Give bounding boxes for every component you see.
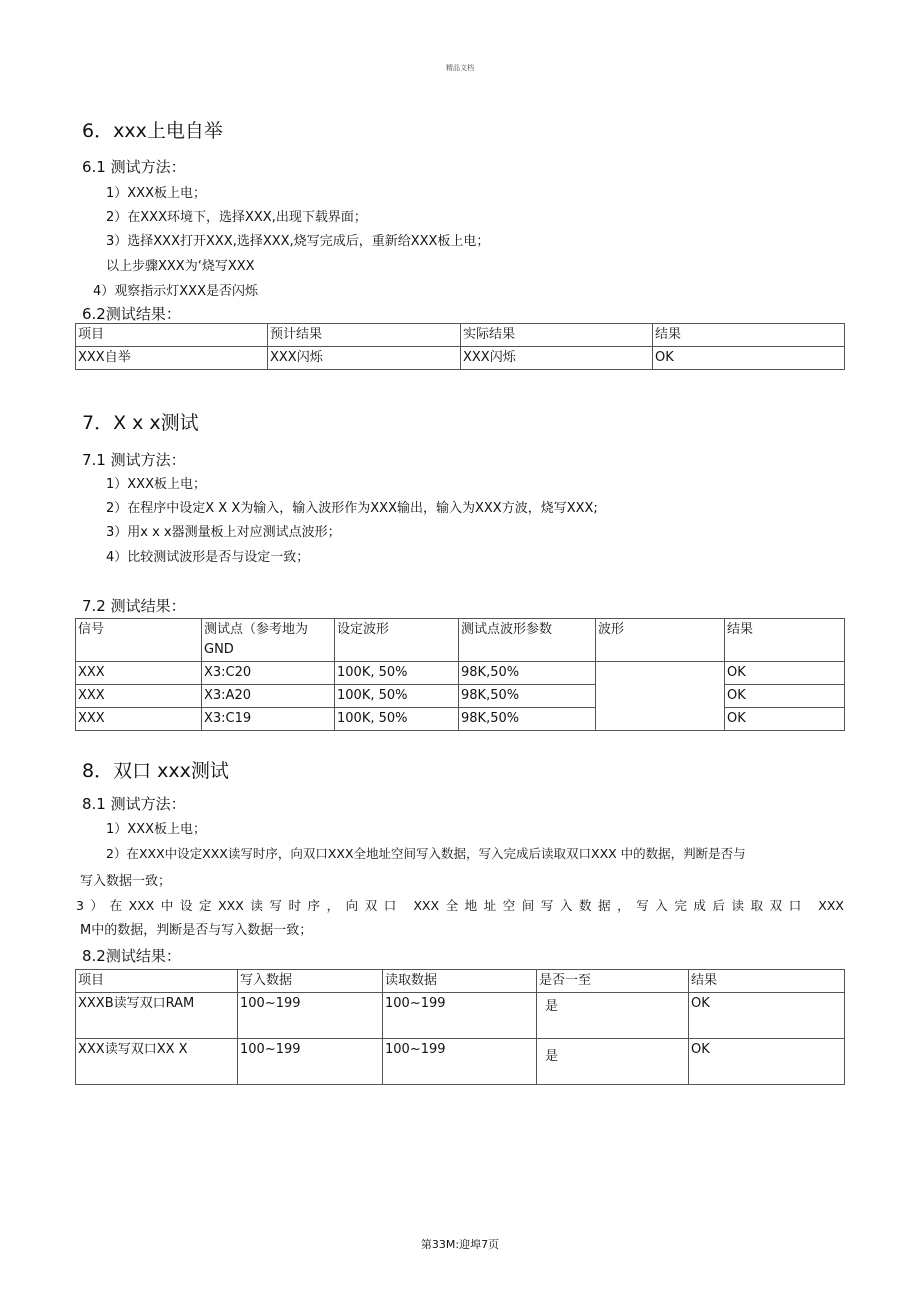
section-7-step: 4）比较测试波形是否与设定一致； — [106, 550, 310, 565]
table-header-cell: 写入数据 — [238, 970, 383, 993]
table-row — [76, 1039, 845, 1085]
table-row — [76, 708, 845, 731]
section-7-1-title: 7.1 测试方法： — [82, 451, 186, 469]
section-6-result-table — [75, 323, 845, 370]
table-cell: 100K, 50% — [335, 662, 459, 685]
section-7-step: 2）在程序中设定X X X为输入，输入波形作为XXX输出，输入为XXX方波，烧写XXX; — [106, 501, 598, 516]
table-cell: 98K,50% — [459, 685, 596, 708]
table-cell: XXXB读写双口RAM — [76, 993, 238, 1039]
section-7-title: 7．X x x测试 — [82, 412, 199, 434]
table-header-cell: 结果 — [725, 619, 845, 662]
table-cell: OK — [689, 993, 845, 1039]
table-cell: XXX — [76, 662, 202, 685]
section-8-step-cont: M中的数据，判断是否与写入数据一致； — [80, 923, 313, 938]
table-cell: 98K,50% — [459, 662, 596, 685]
section-7-2-title: 7.2 测试结果： — [82, 597, 186, 615]
table-header-cell: 波形 — [596, 619, 725, 662]
table-cell: 是 — [537, 993, 689, 1039]
table-cell: 是 — [537, 1039, 689, 1085]
page-footer: 第33M:迎埠7页 — [420, 1238, 500, 1251]
table-cell: XXX读写双口XX X — [76, 1039, 238, 1085]
section-8-1-title: 8.1 测试方法： — [82, 795, 186, 813]
table-header-cell: 结果 — [653, 324, 845, 347]
table-header-cell: 设定波形 — [335, 619, 459, 662]
section-8-result-table — [75, 969, 845, 1085]
section-8-step: 1）XXX板上电； — [106, 822, 206, 837]
table-cell: 98K,50% — [459, 708, 596, 731]
table-cell: XXX — [76, 708, 202, 731]
table-cell: 100K, 50% — [335, 685, 459, 708]
table-header-cell: 测试点（参考地为GND — [202, 619, 335, 662]
table-cell: 100~199 — [383, 993, 537, 1039]
table-cell: XXX闪烁 — [268, 347, 461, 370]
table-cell: OK — [725, 708, 845, 731]
section-8-step: 3）在XXX中设定XXX读写时序，向双口 XXX全地址空间写入数据，写入完成后读取双口 XXX — [76, 898, 844, 913]
section-6-step: 2）在XXX环境下，选择XXX,出现下载界面； — [106, 210, 367, 225]
table-header-cell: 项目 — [76, 324, 268, 347]
section-8-2-title: 8.2测试结果： — [82, 947, 181, 965]
table-cell: XXX闪烁 — [461, 347, 653, 370]
table-cell: OK — [653, 347, 845, 370]
table-cell: OK — [725, 662, 845, 685]
table-header-row — [76, 324, 845, 347]
table-header-cell: 读取数据 — [383, 970, 537, 993]
table-header-cell: 实际结果 — [461, 324, 653, 347]
section-6-step: 4）观察指示灯XXX是否闪烁 — [93, 284, 258, 299]
table-row — [76, 662, 845, 685]
section-6-1-title: 6.1 测试方法： — [82, 158, 186, 176]
section-8-step: 2）在XXX中设定XXX读写时序，向双口XXX全地址空间写入数据，写入完成后读取双口XXX 中的数据，判断是否与 — [106, 846, 746, 861]
section-8-title: 8．双口 xxx测试 — [82, 760, 229, 782]
table-cell: X3:A20 — [202, 685, 335, 708]
table-cell: OK — [689, 1039, 845, 1085]
table-header-row — [76, 619, 845, 662]
section-6-note: 以上步骤XXX为‘烧写XXX — [106, 259, 255, 274]
table-header-cell: 测试点波形参数 — [459, 619, 596, 662]
table-header-cell: 信号 — [76, 619, 202, 662]
table-header-cell: 预计结果 — [268, 324, 461, 347]
table-header-row — [76, 970, 845, 993]
section-7-step: 3）用x x x器测量板上对应测试点波形； — [106, 525, 341, 540]
section-6-step: 3）选择XXX打开XXX,选择XXX,烧写完成后，重新给XXX板上电； — [106, 234, 490, 249]
section-6-title: 6．xxx上电自举 — [82, 120, 223, 142]
table-cell: 100~199 — [238, 993, 383, 1039]
waveform-cell — [596, 662, 725, 731]
table-header-cell: 是否一至 — [537, 970, 689, 993]
section-7-step: 1）XXX板上电； — [106, 477, 206, 492]
section-6-2-title: 6.2测试结果： — [82, 305, 181, 323]
table-row — [76, 993, 845, 1039]
section-8-step-cont: 写入数据一致； — [80, 874, 172, 889]
section-7-result-table — [75, 618, 845, 731]
table-cell: 100~199 — [383, 1039, 537, 1085]
section-6-step: 1）XXX板上电； — [106, 186, 206, 201]
page-header: 精品文档 — [446, 64, 474, 72]
table-cell: X3:C19 — [202, 708, 335, 731]
table-row — [76, 685, 845, 708]
table-cell: X3:C20 — [202, 662, 335, 685]
table-cell: 100~199 — [238, 1039, 383, 1085]
table-row — [76, 347, 845, 370]
table-cell: OK — [725, 685, 845, 708]
table-header-cell: 结果 — [689, 970, 845, 993]
table-cell: XXX自举 — [76, 347, 268, 370]
table-header-cell: 项目 — [76, 970, 238, 993]
table-cell: XXX — [76, 685, 202, 708]
table-cell: 100K, 50% — [335, 708, 459, 731]
